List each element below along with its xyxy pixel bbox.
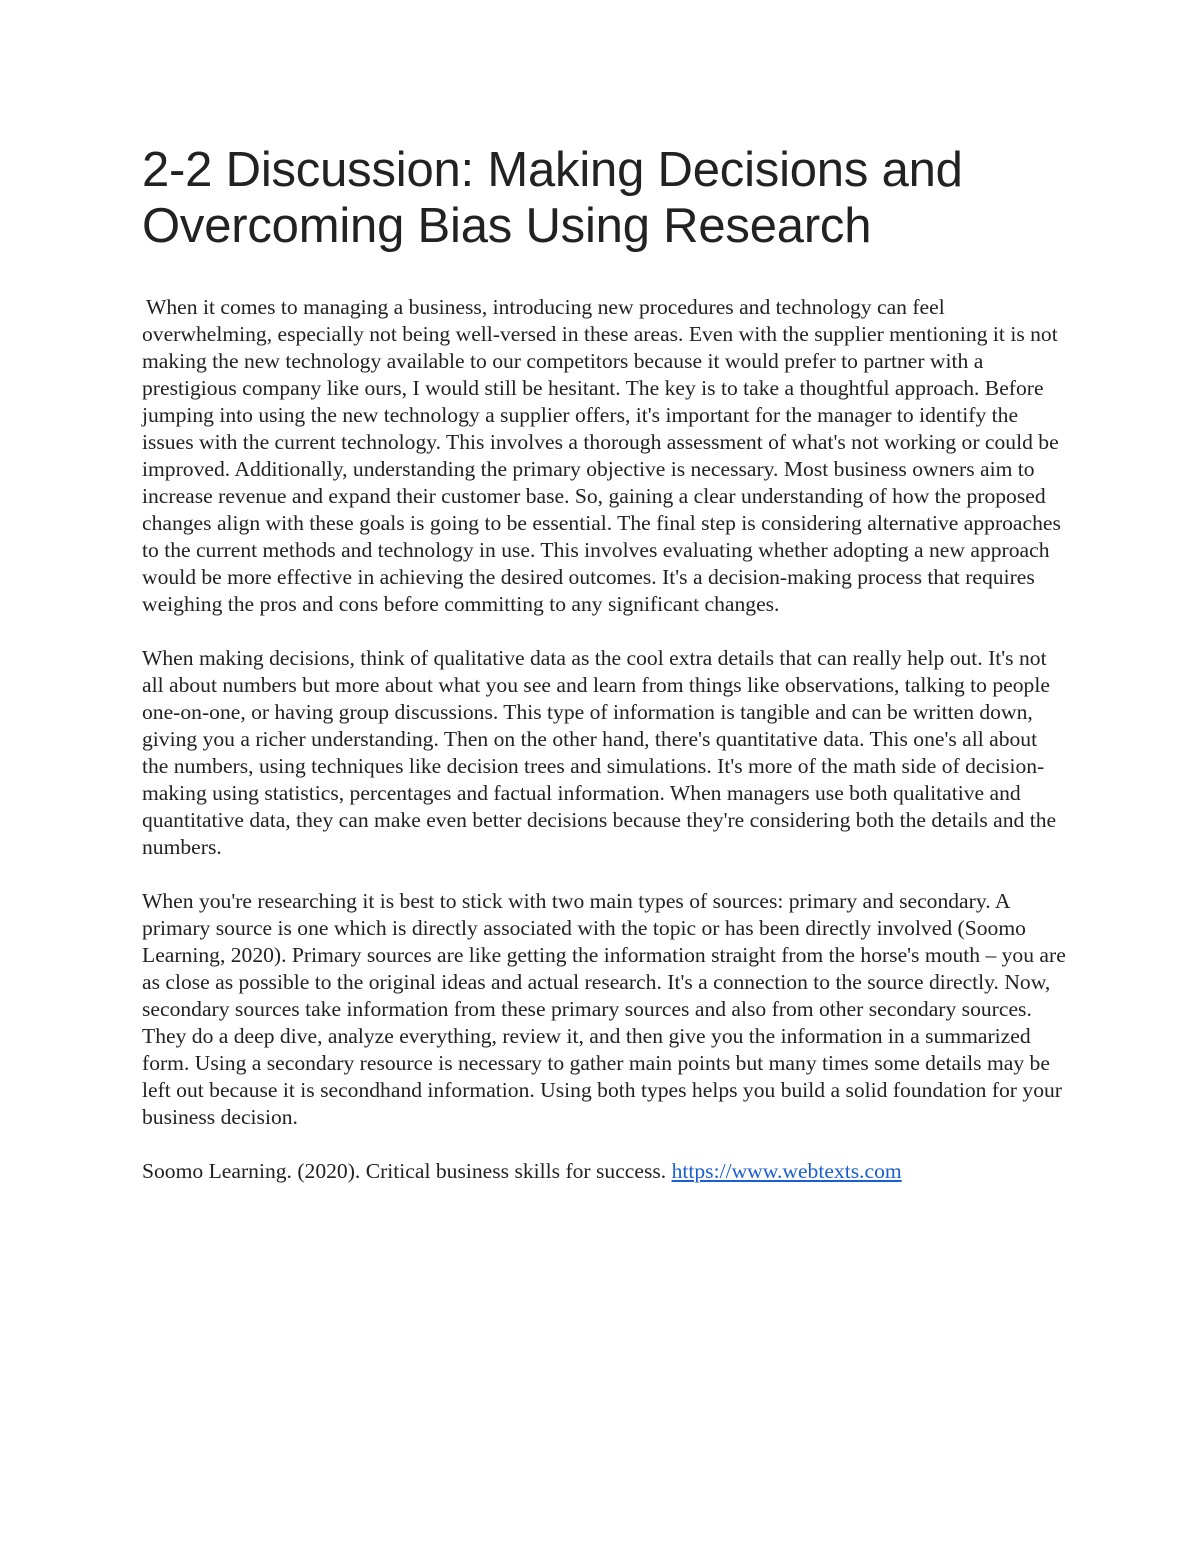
paragraph-3: When you're researching it is best to stick with two main types of sources: primary and secondary. A primary source is one which is directly associated with the topic or has been directly involved (Soomo Learning, 2020). Primary sources are like getting the information straight from the horse's mouth – you are as close as possible to the original ideas and actual research. It's a connection to the source directly. Now, secondary sources take information from these primary sources and also from other secondary sources. They do a deep dive, analyze everything, review it, and then give you the information in a summarized form. Using a secondary resource is necessary to gather main points but many times some details may be left out because it is secondhand information. Using both types helps you build a solid foundation for your business decision. [142,889,1066,1129]
paragraph-1: When it comes to managing a business, introducing new procedures and technology can feel overwhelming, especially not being well-versed in these areas. Even with the supplier mentioning it is not making the new technology available to our competitors because it would prefer to partner with a prestigious company like ours, I would still be hesitant. The key is to take a thoughtful approach. Before jumping into using the new technology a supplier offers, it's important for the manager to identify the issues with the current technology. This involves a thorough assessment of what's not working or could be improved. Additionally, understanding the primary objective is necessary. Most business owners aim to increase revenue and expand their customer base. So, gaining a clear understanding of how the proposed changes align with these goals is going to be essential. The final step is considering alternative approaches to the current methods and technology in use. This involves evaluating whether adopting a new approach would be more effective in achieving the desired outcomes. It's a decision-making process that requires weighing the pros and cons before committing to any significant changes. [142,295,1061,616]
reference-text: Soomo Learning. (2020). Critical business skills for success. [142,1159,672,1183]
reference-link[interactable]: https://www.webtexts.com [671,1159,902,1183]
page-title: 2-2 Discussion: Making Decisions and Overcoming Bias Using Research [142,143,963,253]
paragraph-2: When making decisions, think of qualitative data as the cool extra details that can really help out. It's not all about numbers but more about what you see and learn from things like observations, talking to people one-on-one, or having group discussions. This type of information is tangible and can be written down, giving you a richer understanding. Then on the other hand, there's quantitative data. This one's all about the numbers, using techniques like decision trees and simulations. It's more of the math side of decision-making using statistics, percentages and factual information. When managers use both qualitative and quantitative data, they can make even better decisions because they're considering both the details and the numbers. [142,646,1057,859]
document-body [142,142,1067,1185]
reference-citation [142,1158,1067,1185]
